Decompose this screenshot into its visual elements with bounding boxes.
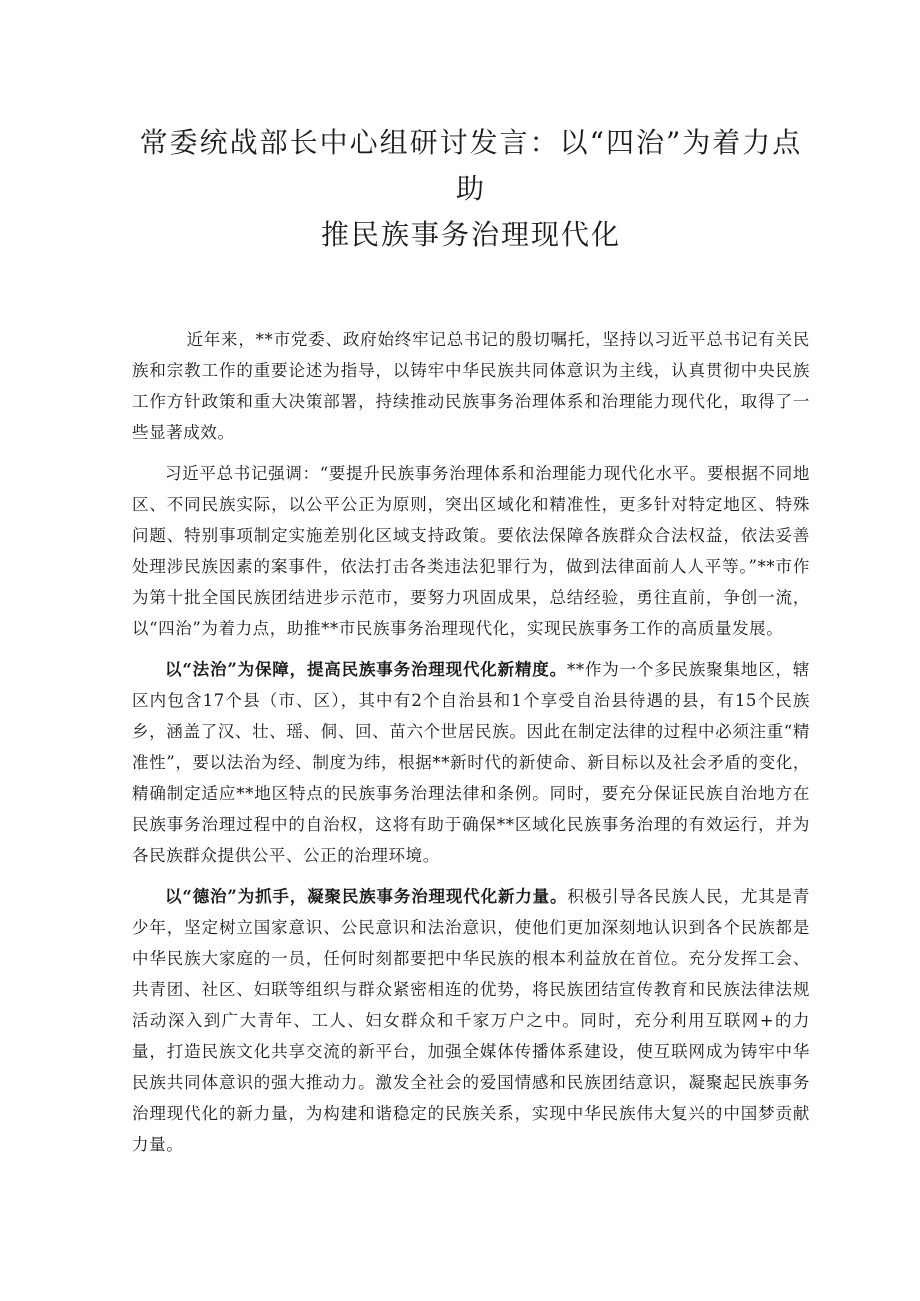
document-body: [132, 324, 810, 1160]
paragraph-text: **作为一个多民族聚集地区，辖区内包含17个县（市、区），其中有2个自治县和1个享受自治县待遇的县，有15个民族乡，涵盖了汉、壮、瑶、侗、回、苗六个世居民族。因此在制定法律的过程中必须注重“精准性”，要以法治为经、制度为纬，根据**新时代的新使命、新目标以及社会矛盾的变化，精确制定适应**地区特点的民族事务治理法律和条例。同时，要充分保证民族自治地方在民族事务治理过程中的自治权，这将有助于确保**区域化民族事务治理的有效运行，并为各民族群众提供公平、公正的治理环境。: [132, 660, 810, 865]
title-line-1: 常委统战部长中心组研讨发言：以“四治”为着力点助: [139, 126, 803, 205]
paragraph-heading: 以“法治”为保障，提高民族事务治理现代化新精度。: [165, 660, 567, 679]
paragraph-text: 近年来，**市党委、政府始终牢记总书记的殷切嘱托，坚持以习近平总书记有关民族和宗教工作的重要论述为指导，以铸牢中华民族共同体意识为主线，认真贯彻中央民族工作方针政策和重大决策部署，持续推动民族事务治理体系和治理能力现代化，取得了一些显著成效。: [132, 330, 810, 442]
paragraph-intro: [132, 324, 810, 448]
paragraph-text: 习近平总书记强调：“要提升民族事务治理体系和治理能力现代化水平。要根据不同地区、不同民族实际，以公平公正为原则，突出区域化和精准性，更多针对特定地区、特殊问题、特别事项制定实施差别化区域支持政策。要依法保障各族群众合法权益，依法妥善处理涉民族因素的案事件，依法打击各类违法犯罪行为，做到法律面前人人平等。”**市作为第十批全国民族团结进步示范市，要努力巩固成果，总结经验，勇往直前，争创一流，以“四治”为着力点，助推**市民族事务治理现代化，实现民族事务工作的高质量发展。: [132, 464, 810, 638]
document-title: [132, 120, 810, 258]
paragraph-rule-of-virtue: [132, 881, 810, 1160]
paragraph-quote: [132, 458, 810, 644]
title-line-2: 推民族事务治理现代化: [320, 218, 621, 251]
paragraph-heading: 以“德治”为抓手，凝聚民族事务治理现代化新力量。: [165, 887, 568, 906]
paragraph-text: 积极引导各民族人民，尤其是青少年，坚定树立国家意识、公民意识和法治意识，使他们更加深刻地认识到各个民族都是中华民族大家庭的一员，任何时刻都要把中华民族的根本利益放在首位。充分发挥工会、共青团、社区、妇联等组织与群众紧密相连的优势，将民族团结宣传教育和民族法律法规活动深入到广大青年、工人、妇女群众和千家万户之中。同时，充分利用互联网+的力量，打造民族文化共享交流的新平台，加强全媒体传播体系建设，使互联网成为铸牢中华民族共同体意识的强大推动力。激发全社会的爱国情感和民族团结意识，凝聚起民族事务治理现代化的新力量，为构建和谐稳定的民族关系，实现中华民族伟大复兴的中国梦贡献力量。: [132, 887, 810, 1154]
paragraph-rule-of-law: [132, 654, 810, 871]
